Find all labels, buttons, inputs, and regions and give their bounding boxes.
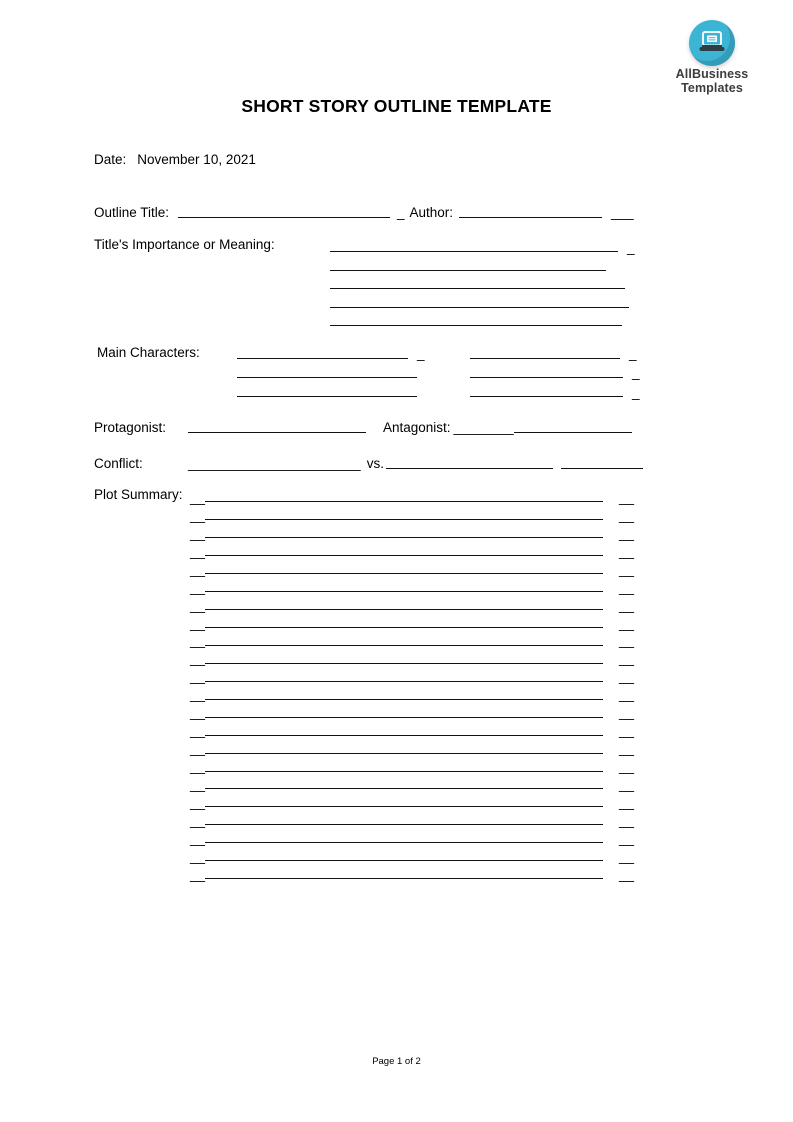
underscore-tail-mark: _ xyxy=(627,239,635,255)
plot-summary-blank-line xyxy=(205,572,603,574)
plot-line-tail-underscores: __ xyxy=(619,866,635,882)
date-row xyxy=(94,152,256,167)
plot-summary-line-row xyxy=(190,487,634,505)
character-blank-line xyxy=(470,376,623,378)
protagonist-label: Protagonist: xyxy=(94,420,167,435)
character-line-row xyxy=(237,361,425,380)
importance-line-row xyxy=(330,236,635,255)
plot-summary-line-row xyxy=(190,720,634,738)
character-blank-line xyxy=(470,357,620,359)
plot-summary-label: Plot Summary: xyxy=(94,487,183,502)
plot-summary-blank-line xyxy=(205,644,603,646)
plot-line-prefix-underscores: __ xyxy=(190,759,206,774)
outline-title-row xyxy=(94,201,634,220)
plot-line-prefix-underscores: __ xyxy=(190,669,206,685)
author-blank-line xyxy=(459,216,602,218)
plot-summary-line-row xyxy=(190,792,634,810)
importance-line-row xyxy=(330,255,635,274)
plot-summary-blank-line xyxy=(205,877,603,879)
underscore-tail-mark: _ xyxy=(632,384,640,400)
conflict-underscores: _______________________ xyxy=(188,456,361,471)
conflict-blank-line-2 xyxy=(561,467,643,469)
main-characters-column-2 xyxy=(470,342,640,400)
importance-line-row xyxy=(330,273,635,292)
plot-line-prefix-underscores: __ xyxy=(190,561,206,577)
plot-line-tail-underscores: __ xyxy=(619,579,635,595)
conflict-row xyxy=(94,452,643,471)
plot-summary-line-row xyxy=(190,828,634,846)
laptop-icon xyxy=(689,20,735,66)
plot-line-prefix-underscores: __ xyxy=(190,741,206,757)
plot-summary-blank-line xyxy=(205,716,603,718)
importance-blank-line xyxy=(330,250,618,252)
plot-line-tail-underscores: __ xyxy=(619,812,635,828)
character-blank-line xyxy=(237,376,417,378)
plot-line-tail-underscores: __ xyxy=(619,741,635,757)
character-blank-line xyxy=(237,357,408,359)
plot-summary-blank-line xyxy=(205,734,603,736)
plot-summary-line-row xyxy=(190,756,634,774)
plot-summary-line-row xyxy=(190,595,634,613)
plot-line-tail-underscores: __ xyxy=(619,705,635,721)
plot-line-tail-underscores: __ xyxy=(619,687,635,703)
plot-summary-blank-line xyxy=(205,823,603,825)
page-title: SHORT STORY OUTLINE TEMPLATE xyxy=(241,96,552,116)
underscore-tail-mark: _ xyxy=(629,346,637,362)
plot-line-tail-underscores: __ xyxy=(619,830,635,846)
plot-line-tail-underscores: __ xyxy=(619,597,635,613)
plot-line-tail-underscores: __ xyxy=(619,669,635,685)
plot-summary-line-row xyxy=(190,846,634,864)
plot-summary-blank-line xyxy=(205,554,603,556)
plot-summary-blank-lines xyxy=(190,487,634,882)
antagonist-underscores: ________ xyxy=(453,420,514,435)
plot-summary-line-row xyxy=(190,505,634,523)
author-label: Author: xyxy=(409,205,454,220)
importance-label: Title's Importance or Meaning: xyxy=(94,237,275,252)
importance-blank-lines xyxy=(330,236,635,329)
plot-summary-line-row xyxy=(190,684,634,702)
protagonist-row xyxy=(94,416,632,435)
plot-summary-line-row xyxy=(190,738,634,756)
logo-circle xyxy=(689,20,735,66)
conflict-blank-line-1 xyxy=(386,467,553,469)
importance-line-row xyxy=(330,292,635,311)
plot-line-tail-underscores: __ xyxy=(619,776,635,792)
plot-summary-line-row xyxy=(190,702,634,720)
plot-line-tail-underscores: __ xyxy=(619,561,635,577)
plot-line-prefix-underscores: __ xyxy=(190,794,206,810)
outline-title-blank-line xyxy=(178,216,390,218)
brand-name-line1: AllBusiness xyxy=(675,67,749,81)
plot-summary-blank-line xyxy=(205,787,603,789)
underscore-tail-mark: _ xyxy=(417,346,425,362)
plot-summary-blank-line xyxy=(205,608,603,610)
plot-line-prefix-underscores: __ xyxy=(190,489,206,505)
character-blank-line xyxy=(470,395,623,397)
plot-line-tail-underscores: __ xyxy=(619,489,635,505)
plot-line-tail-underscores: __ xyxy=(619,848,635,864)
plot-summary-line-row xyxy=(190,541,634,559)
plot-line-prefix-underscores: __ xyxy=(190,723,206,739)
plot-summary-blank-line xyxy=(205,626,603,628)
author-tail-mark: ___ xyxy=(611,205,634,220)
plot-line-tail-underscores: __ xyxy=(619,543,635,559)
conflict-label: Conflict: xyxy=(94,456,143,471)
plot-line-prefix-underscores: __ xyxy=(190,525,206,541)
plot-line-prefix-underscores: __ xyxy=(190,579,206,595)
brand-logo xyxy=(666,20,758,96)
plot-summary-blank-line xyxy=(205,518,603,520)
plot-summary-blank-line xyxy=(205,859,603,861)
character-line-row xyxy=(470,380,640,399)
plot-summary-line-row xyxy=(190,577,634,595)
plot-summary-blank-line xyxy=(205,698,603,700)
plot-line-prefix-underscores: __ xyxy=(190,776,206,792)
plot-line-tail-underscores: __ xyxy=(619,633,635,649)
plot-summary-blank-line xyxy=(205,752,603,754)
importance-blank-line xyxy=(330,324,622,326)
plot-line-prefix-underscores: __ xyxy=(190,597,206,613)
plot-line-tail-underscores: __ xyxy=(619,723,635,739)
plot-line-prefix-underscores: __ xyxy=(190,705,206,721)
character-blank-line xyxy=(237,395,417,397)
date-label: Date: xyxy=(94,152,127,167)
plot-summary-blank-line xyxy=(205,500,603,502)
plot-line-prefix-underscores: __ xyxy=(190,812,206,828)
plot-summary-line-row xyxy=(190,631,634,649)
plot-line-tail-underscores: __ xyxy=(619,651,635,667)
plot-summary-blank-line xyxy=(205,662,603,664)
plot-summary-line-row xyxy=(190,774,634,792)
plot-summary-blank-line xyxy=(205,770,603,772)
importance-line-row xyxy=(330,310,635,329)
plot-line-prefix-underscores: __ xyxy=(190,633,206,649)
importance-blank-line xyxy=(330,287,625,289)
underscore-tail-mark: _ xyxy=(632,365,640,381)
plot-line-prefix-underscores: __ xyxy=(190,866,206,882)
plot-summary-line-row xyxy=(190,810,634,828)
plot-summary-line-row xyxy=(190,523,634,541)
plot-line-tail-underscores: __ xyxy=(619,759,635,774)
importance-blank-line xyxy=(330,306,629,308)
importance-blank-line xyxy=(330,269,606,271)
plot-summary-line-row xyxy=(190,648,634,666)
plot-summary-blank-line xyxy=(205,841,603,843)
plot-line-tail-underscores: __ xyxy=(619,525,635,541)
plot-line-prefix-underscores: __ xyxy=(190,615,206,631)
plot-summary-blank-line xyxy=(205,590,603,592)
character-line-row xyxy=(470,342,640,361)
plot-line-prefix-underscores: __ xyxy=(190,848,206,864)
plot-summary-blank-line xyxy=(205,680,603,682)
main-characters-column-1 xyxy=(237,342,425,400)
vs-label: vs. xyxy=(366,456,384,471)
character-line-row xyxy=(237,380,425,399)
character-line-row xyxy=(470,361,640,380)
plot-line-prefix-underscores: __ xyxy=(190,687,206,703)
plot-summary-blank-line xyxy=(205,805,603,807)
plot-summary-line-row xyxy=(190,613,634,631)
outline-title-label: Outline Title: xyxy=(94,205,170,220)
brand-name-line2: Templates xyxy=(681,80,743,95)
plot-line-prefix-underscores: __ xyxy=(190,651,206,667)
date-value: November 10, 2021 xyxy=(137,152,256,167)
plot-summary-line-row xyxy=(190,864,634,882)
plot-line-tail-underscores: __ xyxy=(619,794,635,810)
plot-line-tail-underscores: __ xyxy=(619,615,635,631)
plot-summary-line-row xyxy=(190,666,634,684)
plot-line-prefix-underscores: __ xyxy=(190,507,206,523)
character-line-row xyxy=(237,342,425,361)
page-number: Page 1 of 2 xyxy=(372,1056,421,1067)
plot-line-prefix-underscores: __ xyxy=(190,830,206,846)
plot-line-prefix-underscores: __ xyxy=(190,543,206,559)
antagonist-blank-line xyxy=(514,431,632,433)
plot-line-tail-underscores: __ xyxy=(619,507,635,523)
plot-summary-blank-line xyxy=(205,536,603,538)
protagonist-blank-line xyxy=(188,431,366,433)
antagonist-label: Antagonist: xyxy=(383,420,451,435)
main-characters-label: Main Characters: xyxy=(97,345,200,360)
plot-summary-line-row xyxy=(190,559,634,577)
outline-mid-mark: _ xyxy=(397,205,405,220)
